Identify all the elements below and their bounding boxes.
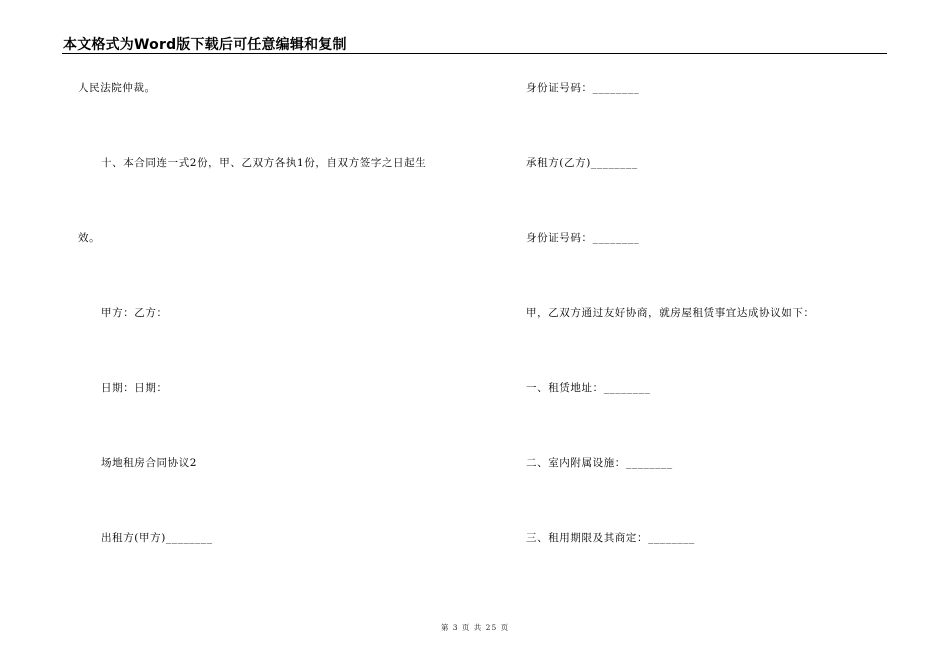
text-line: 场地租房合同协议2 — [101, 457, 198, 469]
text-line: 人民法院仲裁。 — [78, 82, 156, 94]
text-line: 一、租赁地址：________ — [526, 382, 651, 394]
text-line: 身份证号码：________ — [526, 82, 640, 94]
text-line: 日期：日期： — [101, 382, 168, 394]
text-line: 二、室内附属设施：________ — [526, 457, 673, 469]
text-line: 出租方(甲方)________ — [101, 532, 213, 544]
text-line: 身份证号码：________ — [526, 232, 640, 244]
text-line: 三、租用期限及其商定：________ — [526, 532, 695, 544]
page-number-footer: 第 3 页 共 25 页 — [440, 623, 510, 632]
text-line: 效。 — [78, 232, 101, 244]
header-divider — [62, 53, 887, 54]
text-line: 十、本合同连一式2份，甲、乙双方各执1份，自双方签字之日起生 — [101, 157, 427, 169]
text-line: 承租方(乙方)________ — [526, 157, 638, 169]
document-header-title: 本文格式为Word版下载后可任意编辑和复制 — [63, 37, 347, 53]
text-line: 甲，乙双方通过友好协商，就房屋租赁事宜达成协议如下： — [526, 307, 815, 319]
text-line: 甲方：乙方： — [101, 307, 168, 319]
